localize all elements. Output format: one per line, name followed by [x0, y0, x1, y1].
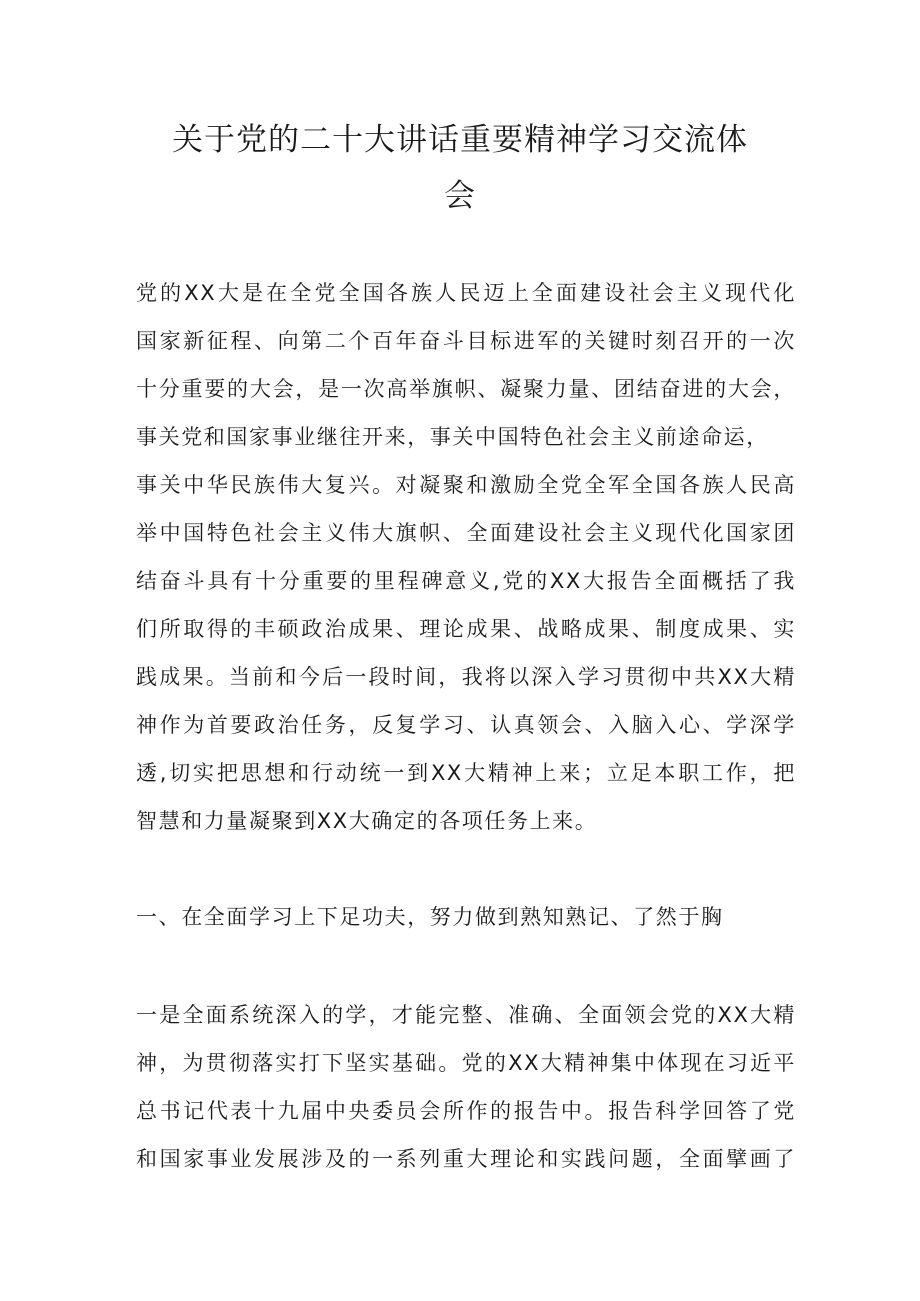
section-heading-1: 一、在全面学习上下足功夫，努力做到熟知熟记、了然于胸 [136, 905, 724, 929]
paragraph-line: 党的XX大是在全党全国各族人民迈上全面建设社会主义现代化 [136, 281, 796, 305]
paragraph-line: 践成果。当前和今后一段时间，我将以深入学习贯彻中共XX大精 [136, 665, 796, 689]
paragraph-line: 国家新征程、向第二个百年奋斗目标进军的关键时刻召开的一次 [136, 329, 796, 353]
document-title [160, 112, 760, 224]
paragraph-line: 总书记代表十九届中央委员会所作的报告中。报告科学回答了党 [136, 1099, 796, 1123]
paragraph-line: 透,切实把思想和行动统一到XX大精神上来；立足本职工作，把 [136, 761, 796, 785]
paragraph-line: 们所取得的丰硕政治成果、理论成果、战略成果、制度成果、实 [136, 617, 796, 641]
paragraph-line: 智慧和力量凝聚到XX大确定的各项任务上来。 [136, 809, 598, 833]
paragraph-line: 神，为贯彻落实打下坚实基础。党的XX大精神集中体现在习近平 [136, 1051, 796, 1075]
title-line-2: 会 [444, 178, 476, 214]
title-line-1: 关于党的二十大讲话重要精神学习交流体 [172, 122, 748, 158]
paragraph-line: 举中国特色社会主义伟大旗帜、全面建设社会主义现代化国家团 [136, 521, 796, 545]
paragraph-line: 和国家事业发展涉及的一系列重大理论和实践问题，全面擘画了 [136, 1147, 796, 1171]
paragraph-line: 神作为首要政治任务，反复学习、认真领会、入脑入心、学深学 [136, 713, 796, 737]
paragraph-line: 事关党和国家事业继往开来，事关中国特色社会主义前途命运， [136, 425, 769, 449]
paragraph-line: 结奋斗具有十分重要的里程碑意义,党的XX大报告全面概括了我 [136, 569, 796, 593]
paragraph-line: 事关中华民族伟大复兴。对凝聚和激励全党全军全国各族人民高 [136, 473, 796, 497]
paragraph-line: 十分重要的大会，是一次高举旗帜、凝聚力量、团结奋进的大会， [136, 377, 796, 401]
paragraph-line: 一是全面系统深入的学，才能完整、准确、全面领会党的XX大精 [136, 1003, 796, 1027]
